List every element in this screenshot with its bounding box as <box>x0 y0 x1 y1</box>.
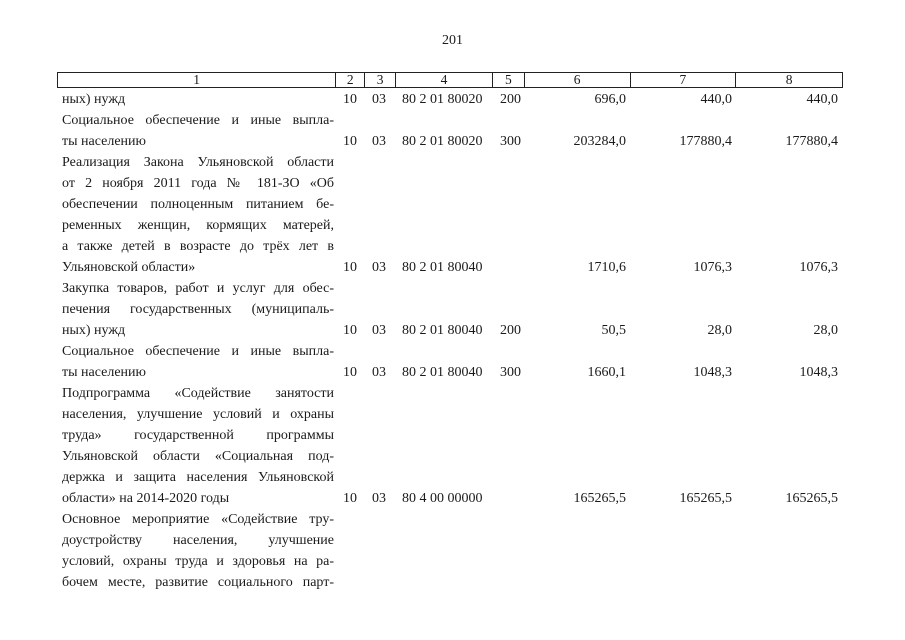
cell-col-3: 03 <box>372 134 386 149</box>
cell-col-8: 165265,5 <box>785 491 838 506</box>
cell-col-4: 80 2 01 80020 <box>402 92 483 107</box>
cell-col-7: 177880,4 <box>679 134 732 149</box>
table-row-line <box>0 152 905 173</box>
header-cell-8: 8 <box>785 72 793 87</box>
table-row-line <box>0 278 905 299</box>
header-cell-2: 2 <box>336 73 365 87</box>
cell-col-5: 300 <box>500 134 521 149</box>
cell-col-2: 10 <box>343 323 357 338</box>
table-row-line <box>0 551 905 572</box>
cell-col-2: 10 <box>343 92 357 107</box>
row-description: Реализация Закона Ульяновской области <box>62 155 334 170</box>
cell-col-8: 177880,4 <box>785 134 838 149</box>
table-row-line <box>0 173 905 194</box>
cell-col-4: 80 2 01 80040 <box>402 323 483 338</box>
row-description: Подпрограмма «Содействие занятости <box>62 386 334 401</box>
header-cell-3: 3 <box>365 73 396 87</box>
cell-col-7: 1076,3 <box>693 260 732 275</box>
row-description: бочем месте, развитие социального парт- <box>62 575 334 590</box>
cell-col-5: 200 <box>500 323 521 338</box>
cell-col-4: 80 4 00 00000 <box>402 491 483 506</box>
row-description: держка и защита населения Ульяновской <box>62 470 334 485</box>
table-row-line <box>0 467 905 488</box>
cell-col-6: 50,5 <box>601 323 626 338</box>
row-description: Социальное обеспечение и иные выпла- <box>62 113 334 128</box>
cell-col-5: 300 <box>500 365 521 380</box>
table-row-line <box>0 320 905 341</box>
table-row-line <box>0 425 905 446</box>
row-description: ты населению <box>62 365 146 380</box>
table-row-line <box>0 215 905 236</box>
table-row-line <box>0 89 905 110</box>
header-cell-5: 5 <box>493 73 525 87</box>
table-row-line <box>0 341 905 362</box>
cell-col-7: 165265,5 <box>679 491 732 506</box>
row-description: области» на 2014-2020 годы <box>62 491 230 506</box>
row-description: от 2 ноября 2011 года № 181-ЗО «Об <box>62 176 334 191</box>
cell-col-6: 1660,1 <box>587 365 626 380</box>
table-row-line <box>0 110 905 131</box>
cell-col-2: 10 <box>343 365 357 380</box>
cell-col-2: 10 <box>343 260 357 275</box>
table-row-line <box>0 572 905 593</box>
table-row-line <box>0 530 905 551</box>
row-description: обеспечении полноценным питанием бе- <box>62 197 334 212</box>
cell-col-2: 10 <box>343 491 357 506</box>
cell-col-5: 200 <box>500 92 521 107</box>
table-row-line <box>0 194 905 215</box>
cell-col-6: 1710,6 <box>587 260 626 275</box>
header-cell-7: 7 <box>631 73 737 87</box>
cell-col-4: 80 2 01 80040 <box>402 260 483 275</box>
table-row-line <box>0 236 905 257</box>
cell-col-4: 80 2 01 80040 <box>402 365 483 380</box>
cell-col-8: 440,0 <box>806 92 838 107</box>
page-number: 201 <box>442 33 463 48</box>
cell-col-2: 10 <box>343 134 357 149</box>
cell-col-7: 440,0 <box>700 92 732 107</box>
cell-col-3: 03 <box>372 365 386 380</box>
row-description: ременных женщин, кормящих матерей, <box>62 218 334 233</box>
cell-col-7: 1048,3 <box>693 365 732 380</box>
cell-col-3: 03 <box>372 491 386 506</box>
row-description: населения, улучшение условий и охраны <box>62 407 334 422</box>
row-description: ных) нужд <box>62 323 126 338</box>
row-description: Основное мероприятие «Содействие тру- <box>62 512 334 527</box>
row-description: труда» государственной программы <box>62 428 334 443</box>
table-row-line <box>0 299 905 320</box>
table-row-line <box>0 362 905 383</box>
row-description: Закупка товаров, работ и услуг для обес- <box>62 281 334 296</box>
table-row-line <box>0 404 905 425</box>
cell-col-6: 203284,0 <box>573 134 626 149</box>
row-description: ты населению <box>62 134 146 149</box>
row-description: а также детей в возрасте до трёх лет в <box>62 239 334 254</box>
cell-col-8: 1048,3 <box>799 365 838 380</box>
cell-col-8: 1076,3 <box>799 260 838 275</box>
cell-col-6: 165265,5 <box>573 491 626 506</box>
table-row-line <box>0 446 905 467</box>
header-cell-1: 1 <box>58 73 336 87</box>
row-description: Ульяновской области «Социальная под- <box>62 449 334 464</box>
table-row-line <box>0 257 905 278</box>
cell-col-8: 28,0 <box>813 323 838 338</box>
row-description: ных) нужд <box>62 92 126 107</box>
row-description: Социальное обеспечение и иные выпла- <box>62 344 334 359</box>
row-description: печения государственных (муниципаль- <box>62 302 334 317</box>
cell-col-7: 28,0 <box>707 323 732 338</box>
cell-col-3: 03 <box>372 92 386 107</box>
cell-col-3: 03 <box>372 323 386 338</box>
cell-col-6: 696,0 <box>594 92 626 107</box>
row-description: Ульяновской области» <box>62 260 196 275</box>
header-cell-4: 4 <box>396 73 493 87</box>
row-description: доустройству населения, улучшение <box>62 533 334 548</box>
header-cell-6: 6 <box>525 73 631 87</box>
table-row-line <box>0 131 905 152</box>
cell-col-4: 80 2 01 80020 <box>402 134 483 149</box>
table-row-line <box>0 488 905 509</box>
table-row-line <box>0 509 905 530</box>
table-row-line <box>0 383 905 404</box>
cell-col-3: 03 <box>372 260 386 275</box>
row-description: условий, охраны труда и здоровья на ра- <box>62 554 334 569</box>
